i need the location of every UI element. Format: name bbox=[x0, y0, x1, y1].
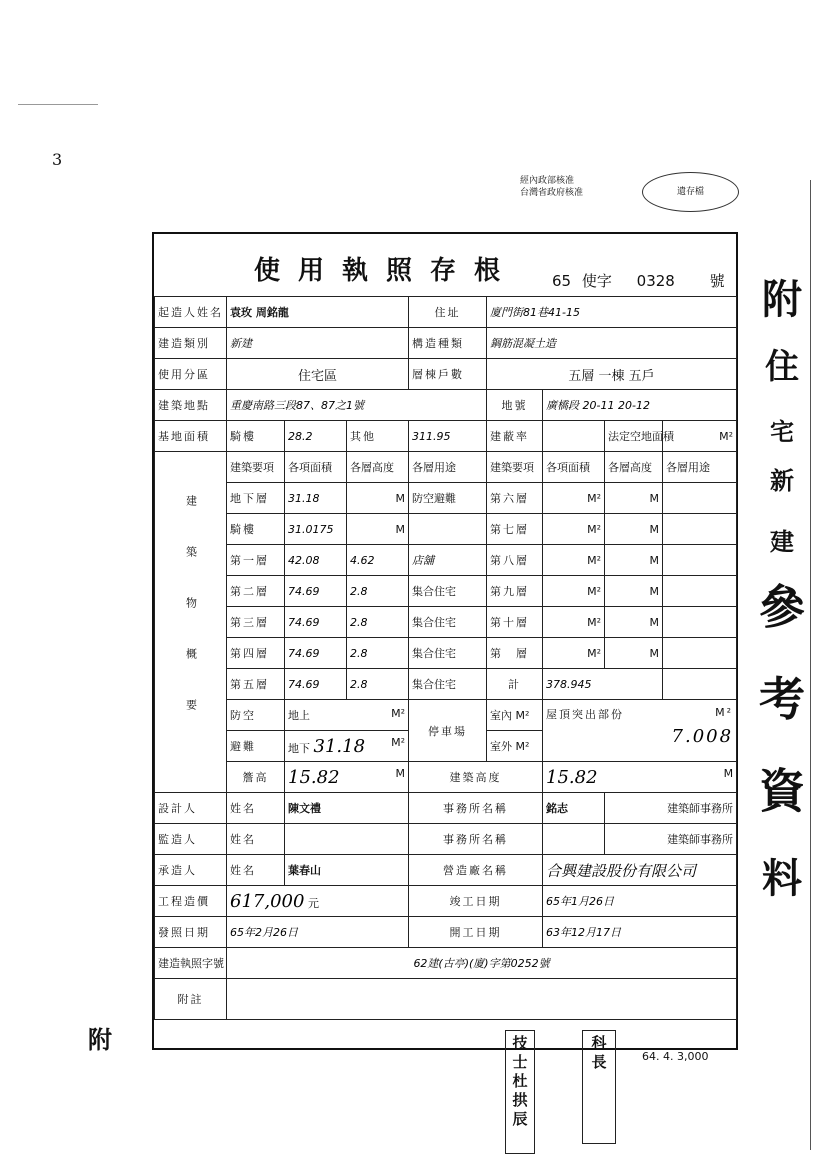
top-stamp-line1: 經內政部核准 bbox=[520, 176, 575, 186]
floor-row bbox=[155, 669, 737, 700]
roof-label: 屋頂突出部份 bbox=[546, 708, 625, 721]
col-items-header: 建築要項 bbox=[227, 452, 285, 483]
eaves-cell bbox=[285, 762, 409, 793]
floor-area: 74.69 bbox=[285, 669, 347, 700]
margin-char: 住 bbox=[765, 347, 799, 387]
upper-use bbox=[663, 545, 737, 576]
permit-ref-value: 62建(古亭)(廈)字第0252號 bbox=[227, 948, 737, 979]
designer-label: 設計人 bbox=[155, 793, 227, 824]
col-height-header-2: 各層高度 bbox=[605, 452, 663, 483]
floor-area: 74.69 bbox=[285, 576, 347, 607]
above-ground-label: 地上 bbox=[288, 709, 310, 722]
permit-word: 使字 bbox=[581, 272, 612, 290]
location-label: 建築地點 bbox=[155, 390, 227, 421]
margin-char: 附 bbox=[762, 276, 802, 323]
upper-use bbox=[663, 483, 737, 514]
floor-area: 42.08 bbox=[285, 545, 347, 576]
chief-stamp-text: 科長 bbox=[589, 1035, 608, 1073]
margin-char: 新 bbox=[770, 466, 794, 495]
below-ground-unit: M² bbox=[391, 735, 406, 749]
roof-unit: M² bbox=[715, 706, 734, 719]
right-margin-note bbox=[752, 268, 812, 904]
upper-area-unit: M² bbox=[543, 607, 605, 638]
permit-ref-label: 建造執照字號 bbox=[155, 948, 227, 979]
building-height-label: 建築高度 bbox=[409, 762, 543, 793]
arcade-label: 騎樓 bbox=[227, 421, 285, 452]
issue-label: 發照日期 bbox=[155, 917, 227, 948]
margin-char: 考 bbox=[759, 672, 805, 726]
floor-area: 31.0175 bbox=[285, 514, 347, 545]
floor-height: 2.8 bbox=[347, 669, 409, 700]
coverage-value bbox=[543, 421, 605, 452]
floor-height: 2.8 bbox=[347, 576, 409, 607]
permit-number bbox=[552, 270, 731, 291]
remarks-value bbox=[227, 979, 737, 1020]
floor-name: 地下層 bbox=[227, 483, 285, 514]
completion-label: 竣工日期 bbox=[409, 886, 543, 917]
floor-name: 第五層 bbox=[227, 669, 285, 700]
top-stamp bbox=[520, 175, 583, 199]
margin-char: 建 bbox=[770, 527, 794, 556]
floors-label: 層棟戶數 bbox=[409, 359, 487, 390]
other-value: 311.95 bbox=[409, 421, 487, 452]
supervisor-office-suffix: 建築師事務所 bbox=[605, 824, 737, 855]
upper-area-unit: M² bbox=[543, 576, 605, 607]
technician-stamp-text: 技士杜拱辰 bbox=[510, 1035, 529, 1130]
upper-floor-name: 第十層 bbox=[487, 607, 543, 638]
building-overview-label bbox=[155, 452, 227, 793]
building-height-unit: M bbox=[723, 766, 734, 780]
issue-value: 65年2月26日 bbox=[227, 917, 409, 948]
shelter-label-1: 防空 bbox=[227, 700, 285, 731]
coverage-label: 建蔽率 bbox=[487, 421, 543, 452]
supervisor-label: 監造人 bbox=[155, 824, 227, 855]
upper-area-unit: M² bbox=[543, 638, 605, 669]
zone-label: 使用分區 bbox=[155, 359, 227, 390]
floor-row bbox=[155, 638, 737, 669]
lot-label: 地號 bbox=[487, 390, 543, 421]
floor-use: 集合住宅 bbox=[409, 607, 487, 638]
supervisor-name bbox=[285, 824, 409, 855]
building-overview-text: 建築物概要 bbox=[184, 494, 198, 750]
upper-floor-name: 第九層 bbox=[487, 576, 543, 607]
permit-number-value: 0328 bbox=[636, 272, 675, 290]
outdoor-unit: M² bbox=[515, 740, 530, 753]
col-area-header: 各項面積 bbox=[285, 452, 347, 483]
upper-use bbox=[663, 576, 737, 607]
chief-stamp bbox=[582, 1030, 616, 1144]
floor-height: 2.8 bbox=[347, 607, 409, 638]
site-area-label: 基地面積 bbox=[155, 421, 227, 452]
eaves-unit: M bbox=[395, 766, 406, 780]
below-ground-label: 地下 bbox=[288, 741, 310, 755]
cost-unit: 元 bbox=[307, 896, 319, 910]
outdoor-cell bbox=[487, 731, 543, 762]
address-value: 廈門街81巷41-15 bbox=[487, 297, 737, 328]
floor-height: 4.62 bbox=[347, 545, 409, 576]
upper-use bbox=[663, 638, 737, 669]
upper-height-unit: M bbox=[605, 545, 663, 576]
eaves-label: 簷高 bbox=[227, 762, 285, 793]
scan-edge bbox=[810, 180, 811, 1150]
arcade-value: 28.2 bbox=[285, 421, 347, 452]
cost-label: 工程造價 bbox=[155, 886, 227, 917]
floor-height: 2.8 bbox=[347, 638, 409, 669]
oval-stamp: 遺存檔 bbox=[642, 172, 739, 212]
floor-use: 集合住宅 bbox=[409, 669, 487, 700]
floor-row bbox=[155, 483, 737, 514]
total-area: 378.945 bbox=[543, 669, 663, 700]
structure-label: 構造種類 bbox=[409, 328, 487, 359]
upper-area-unit: M² bbox=[543, 483, 605, 514]
upper-height-unit: M bbox=[605, 638, 663, 669]
upper-floor-name: 第七層 bbox=[487, 514, 543, 545]
floor-area: 74.69 bbox=[285, 638, 347, 669]
floor-row bbox=[155, 514, 737, 545]
margin-char: 參 bbox=[759, 580, 805, 634]
margin-char: 宅 bbox=[770, 417, 794, 446]
applicant-value: 袁玫 周銘龍 bbox=[227, 297, 409, 328]
other-label: 其他 bbox=[347, 421, 409, 452]
location-value: 重慶南路三段87、87之1號 bbox=[227, 390, 487, 421]
designer-office: 銘志 bbox=[543, 793, 605, 824]
indoor-label: 室內 bbox=[490, 709, 513, 722]
contractor-name-label: 姓名 bbox=[227, 855, 285, 886]
open-space-label: 法定空地面積 bbox=[605, 421, 663, 452]
top-stamp-line2: 台灣省政府核准 bbox=[520, 188, 584, 198]
eaves-value: 15.82 bbox=[288, 766, 340, 788]
col-height-header: 各層高度 bbox=[347, 452, 409, 483]
below-ground-value: 31.18 bbox=[313, 735, 366, 757]
building-type-label: 建造類別 bbox=[155, 328, 227, 359]
contractor-name: 葉春山 bbox=[285, 855, 409, 886]
upper-use bbox=[663, 607, 737, 638]
floor-row bbox=[155, 607, 737, 638]
permit-form bbox=[152, 232, 738, 1050]
roof-cell bbox=[543, 700, 737, 762]
upper-height-unit: M bbox=[605, 607, 663, 638]
above-ground-unit: M² bbox=[391, 707, 406, 720]
cost-cell bbox=[227, 886, 409, 917]
page-mark: 3 bbox=[52, 150, 63, 169]
company-label: 營造廠名稱 bbox=[409, 855, 543, 886]
col-use-header: 各層用途 bbox=[409, 452, 487, 483]
margin-char: 資 bbox=[759, 764, 805, 818]
floor-use: 防空避難 bbox=[409, 483, 487, 514]
upper-height-unit: M bbox=[605, 514, 663, 545]
start-value: 63年12月17日 bbox=[543, 917, 737, 948]
col-items-header-2: 建築要項 bbox=[487, 452, 543, 483]
upper-floor-name: 第 層 bbox=[487, 638, 543, 669]
supervisor-office-label: 事務所名稱 bbox=[409, 824, 543, 855]
permit-year: 65 bbox=[552, 272, 572, 290]
floor-height-unit: M bbox=[347, 483, 409, 514]
floor-name: 第四層 bbox=[227, 638, 285, 669]
lot-value: 廣橋段 20-11 20-12 bbox=[543, 390, 737, 421]
applicant-label: 起造人姓名 bbox=[155, 297, 227, 328]
floors-value: 五層 一棟 五戶 bbox=[487, 359, 737, 390]
contractor-label: 承造人 bbox=[155, 855, 227, 886]
above-ground-cell bbox=[285, 700, 409, 731]
total-use bbox=[663, 669, 737, 700]
indoor-cell bbox=[487, 700, 543, 731]
upper-area-unit: M² bbox=[543, 545, 605, 576]
left-margin-char: 附 bbox=[88, 1025, 112, 1054]
designer-name: 陳文禮 bbox=[285, 793, 409, 824]
supervisor-name-label: 姓名 bbox=[227, 824, 285, 855]
contractor-company: 合興建設股份有限公司 bbox=[543, 855, 737, 886]
below-ground-cell bbox=[285, 731, 409, 762]
floor-row bbox=[155, 576, 737, 607]
completion-value: 65年1月26日 bbox=[543, 886, 737, 917]
start-label: 開工日期 bbox=[409, 917, 543, 948]
footer-code: 64. 4. 3,000 bbox=[642, 1050, 709, 1063]
upper-height-unit: M bbox=[605, 483, 663, 514]
floor-height-unit: M bbox=[347, 514, 409, 545]
open-space-unit: M² bbox=[663, 421, 737, 452]
floor-row bbox=[155, 545, 737, 576]
col-use-header-2: 各層用途 bbox=[663, 452, 737, 483]
floor-name: 第三層 bbox=[227, 607, 285, 638]
floor-use: 店舖 bbox=[409, 545, 487, 576]
remarks-label: 附註 bbox=[155, 979, 227, 1020]
floor-use: 集合住宅 bbox=[409, 576, 487, 607]
upper-floor-name: 第八層 bbox=[487, 545, 543, 576]
floor-name: 騎樓 bbox=[227, 514, 285, 545]
building-height-cell bbox=[543, 762, 737, 793]
floor-use bbox=[409, 514, 487, 545]
shelter-label-2: 避難 bbox=[227, 731, 285, 762]
indoor-unit: M² bbox=[515, 709, 530, 722]
floor-name: 第一層 bbox=[227, 545, 285, 576]
address-label: 住址 bbox=[409, 297, 487, 328]
cost-value: 617,000 bbox=[230, 890, 305, 912]
supervisor-office bbox=[543, 824, 605, 855]
designer-office-label: 事務所名稱 bbox=[409, 793, 543, 824]
permit-suffix: 號 bbox=[709, 272, 725, 290]
upper-area-unit: M² bbox=[543, 514, 605, 545]
upper-use bbox=[663, 514, 737, 545]
floor-area: 74.69 bbox=[285, 607, 347, 638]
form-title: 使用執照存根 bbox=[254, 256, 519, 286]
divider bbox=[18, 104, 98, 105]
roof-value: 7.008 bbox=[671, 726, 734, 747]
form-grid bbox=[154, 296, 737, 1020]
floor-use: 集合住宅 bbox=[409, 638, 487, 669]
designer-office-suffix: 建築師事務所 bbox=[605, 793, 737, 824]
upper-height-unit: M bbox=[605, 576, 663, 607]
col-area-header-2: 各項面積 bbox=[543, 452, 605, 483]
margin-char: 料 bbox=[762, 855, 802, 902]
floor-area: 31.18 bbox=[285, 483, 347, 514]
technician-stamp bbox=[505, 1030, 535, 1154]
building-height-value: 15.82 bbox=[546, 766, 598, 788]
building-type-value: 新建 bbox=[227, 328, 409, 359]
parking-label: 停車場 bbox=[409, 700, 487, 762]
outdoor-label: 室外 bbox=[490, 740, 513, 753]
floor-name: 第二層 bbox=[227, 576, 285, 607]
zone-value: 住宅區 bbox=[227, 359, 409, 390]
total-label: 計 bbox=[487, 669, 543, 700]
designer-name-label: 姓名 bbox=[227, 793, 285, 824]
structure-value: 鋼筋混凝土造 bbox=[487, 328, 737, 359]
upper-floor-name: 第六層 bbox=[487, 483, 543, 514]
